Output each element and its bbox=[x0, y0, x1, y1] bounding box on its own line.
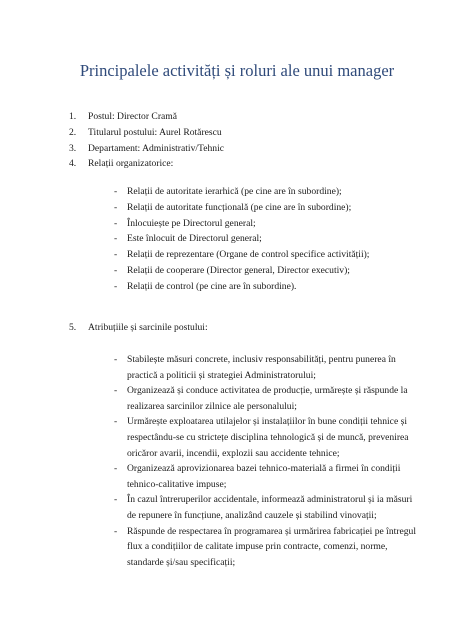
list-item bbox=[0, 320, 474, 336]
item-text: Relații de autoritate ierarhică (pe cine are în subordine); bbox=[127, 186, 342, 197]
item-text: Înlocuiește pe Directorul general; bbox=[127, 217, 256, 229]
item-text-line: tehnico-calitative impuse; bbox=[127, 478, 227, 490]
item-text-line: standarde și/sau specificații; bbox=[127, 556, 236, 568]
dash-bullet: - bbox=[114, 385, 118, 397]
dash-bullet: - bbox=[114, 494, 118, 506]
relations-list bbox=[0, 184, 474, 295]
item-text: Departament: Administrativ/Tehnic bbox=[88, 142, 225, 154]
item-number: 4. bbox=[69, 158, 77, 170]
list-item bbox=[0, 492, 474, 523]
item-text: Relații de cooperare (Director general, Director executiv); bbox=[127, 264, 350, 276]
item-text: Relații de reprezentare (Organe de control specifice activității); bbox=[127, 249, 370, 261]
list-item bbox=[0, 141, 474, 157]
item-text-line: respectându-se cu strictețe disciplina tehnologică și de muncă, prevenirea bbox=[127, 431, 409, 443]
dash-bullet: - bbox=[114, 463, 118, 475]
list-item bbox=[0, 414, 474, 461]
section-5 bbox=[0, 320, 474, 336]
info-list bbox=[0, 109, 474, 172]
item-text-line: Stabilește măsuri concrete, inclusiv responsabilități, pentru punerea în bbox=[127, 354, 396, 365]
dash-bullet: - bbox=[114, 217, 118, 229]
item-text: Relații de autoritate funcțională (pe cine are în subordine); bbox=[127, 201, 352, 213]
item-text: Este înlocuit de Directorul general; bbox=[127, 233, 262, 245]
item-text-line: practică a politicii și strategiei Administratorului; bbox=[127, 369, 316, 381]
dash-bullet: - bbox=[114, 416, 118, 428]
list-item bbox=[0, 200, 474, 216]
item-text-line: În cazul întreruperilor accidentale, informează administratorul și ia măsuri bbox=[127, 494, 413, 506]
list-item bbox=[0, 231, 474, 247]
list-item bbox=[0, 352, 474, 383]
dash-bullet: - bbox=[114, 264, 118, 276]
list-item bbox=[0, 109, 474, 125]
list-item bbox=[0, 184, 474, 200]
item-text: Postul: Director Cramă bbox=[88, 111, 177, 122]
item-text: Titularul postului: Aurel Rotărescu bbox=[88, 126, 222, 138]
item-number: 3. bbox=[69, 142, 77, 154]
list-item bbox=[0, 216, 474, 232]
list-item bbox=[0, 247, 474, 263]
list-item bbox=[0, 125, 474, 141]
item-number: 2. bbox=[69, 126, 77, 138]
page-title: Principalele activități și roluri ale unui manager bbox=[79, 61, 395, 80]
item-text-line: realizarea sarcinilor zilnice ale personalului; bbox=[127, 400, 297, 412]
item-text-line: de repunere în funcțiune, analizând cauzele și stabilind vinovații; bbox=[127, 509, 377, 521]
dash-bullet: - bbox=[114, 186, 118, 197]
dash-bullet: - bbox=[114, 280, 118, 292]
list-item bbox=[0, 461, 474, 492]
dash-bullet: - bbox=[114, 233, 118, 245]
dash-bullet: - bbox=[114, 354, 118, 365]
dash-bullet: - bbox=[114, 249, 118, 261]
item-text-line: oricăror avarii, incendii, explozii sau accidente tehnice; bbox=[127, 447, 340, 459]
item-text-line: Organizează și conduce activitatea de producție, urmărește și răspunde la bbox=[127, 385, 408, 397]
item-text: Relații de control (pe cine are în subordine). bbox=[127, 280, 297, 292]
item-text: Atribuțiile și sarcinile postului: bbox=[88, 322, 208, 333]
item-text: Relații organizatorice: bbox=[88, 158, 174, 170]
list-item bbox=[0, 524, 474, 571]
item-number: 1. bbox=[69, 111, 77, 122]
item-text-line: Răspunde de respectarea în programarea și urmărirea fabricației pe întregul bbox=[127, 525, 417, 537]
dash-bullet: - bbox=[114, 201, 118, 213]
list-item bbox=[0, 279, 474, 295]
duties-list bbox=[0, 352, 474, 570]
item-text-line: Organizează aprovizionarea bazei tehnico-materială a firmei în condiții bbox=[127, 463, 401, 475]
item-text-line: Urmărește exploatarea utilajelor și instalațiilor în bune condiții tehnice și bbox=[127, 416, 407, 428]
dash-bullet: - bbox=[114, 525, 118, 537]
list-item bbox=[0, 383, 474, 414]
list-item bbox=[0, 263, 474, 279]
list-item bbox=[0, 156, 474, 172]
item-number: 5. bbox=[69, 322, 77, 333]
item-text-line: flux a condițiilor de calitate impuse prin contracte, comenzi, norme, bbox=[127, 541, 388, 553]
